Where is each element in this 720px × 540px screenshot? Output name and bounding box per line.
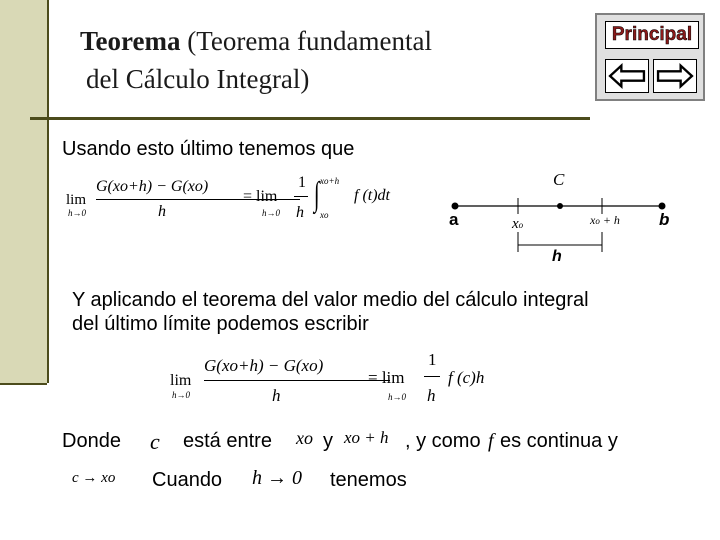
text-f: f [488,430,494,452]
text-donde: Donde [62,430,121,452]
label-a: a [449,210,459,229]
eq1-integrand: f (t)dt [354,187,390,204]
eq1-one: 1 [298,174,306,191]
point-c-marker [557,203,563,209]
sidebar-underline [0,383,47,385]
text-tenemos: tenemos [330,469,407,491]
principal-button[interactable]: Principal [605,21,699,49]
lim-sub-2: h→0 [262,208,280,218]
title-rest: (Teorema fundamental [180,26,432,56]
eq2-fraction-bar [204,380,390,381]
eq1-numerator: G(xo+h) − G(xo) [96,178,209,195]
c-arrow-xo: c → xo [72,470,116,486]
formula-1 [66,170,416,230]
eq1-small-bar [294,196,308,197]
title-divider [30,117,590,120]
inline-xo: xo [296,428,313,448]
eq1-h: h [296,204,304,221]
navigation-panel [595,13,705,101]
eq1-lower-limit: xo [320,210,329,220]
point-b-marker [659,203,666,210]
label-xo-sub: o [518,220,524,230]
label-xoh-plus: + h [602,213,620,227]
eq2-numerator: G(xo+h) − G(xo) [204,356,324,375]
label-b: b [659,210,670,229]
eq2-rhs: f (c)h [448,368,485,387]
title-line-2: del Cálculo Integral) [86,64,310,94]
back-button[interactable] [605,59,649,93]
text-aplicando-line-2: del último límite podemos escribir [72,313,369,335]
eq2-h: h [427,386,436,405]
h-arrow-0: h → 0 [252,467,302,489]
label-xo-x: x [512,216,519,232]
eq2-equals-lim: = lim [368,368,405,387]
right-arrow-icon [654,60,696,92]
formula-2 [170,348,520,410]
lim-text-3: lim [170,372,192,389]
label-h: h [552,248,562,265]
integral-sign: ∫ [313,176,320,213]
text-aplicando-line-1: Y aplicando el teorema del valor medio del cálculo integral [72,289,589,311]
label-xo [512,216,523,233]
lim-sub-3: h→0 [172,390,190,400]
inline-c: c [150,429,160,454]
label-xoh [590,213,620,228]
text-es-continua: es continua y [500,430,618,452]
text-usando: Usando esto último tenemos que [62,138,355,160]
sidebar-decoration [0,0,49,383]
left-arrow-icon [606,60,648,92]
text-y: y [323,430,333,452]
label-c: C [553,170,565,189]
text-esta-entre: está entre [183,430,272,452]
forward-button[interactable] [653,59,697,93]
eq1-upper-limit: xo+h [320,176,340,186]
label-xoh-sub: o [595,216,600,226]
inline-xoh: xo + h [344,428,389,447]
eq1-denominator: h [158,203,166,220]
eq1-equals-lim: = lim [243,188,278,205]
eq2-one: 1 [428,350,437,369]
title-line-1 [80,22,432,60]
point-a-marker [452,203,459,210]
label-xoh-x: x [590,213,596,227]
lim-sub-1: h→0 [68,208,86,218]
eq2-denominator: h [272,386,281,405]
lim-sub-4: h→0 [388,392,406,402]
slide-title [80,22,432,98]
text-y-como: , y como [405,430,481,452]
text-aplicando [72,288,712,336]
title-bold: Teorema [80,26,181,56]
eq2-small-bar [424,376,440,377]
lim-text-1: lim [66,192,87,208]
text-cuando: Cuando [152,469,223,491]
